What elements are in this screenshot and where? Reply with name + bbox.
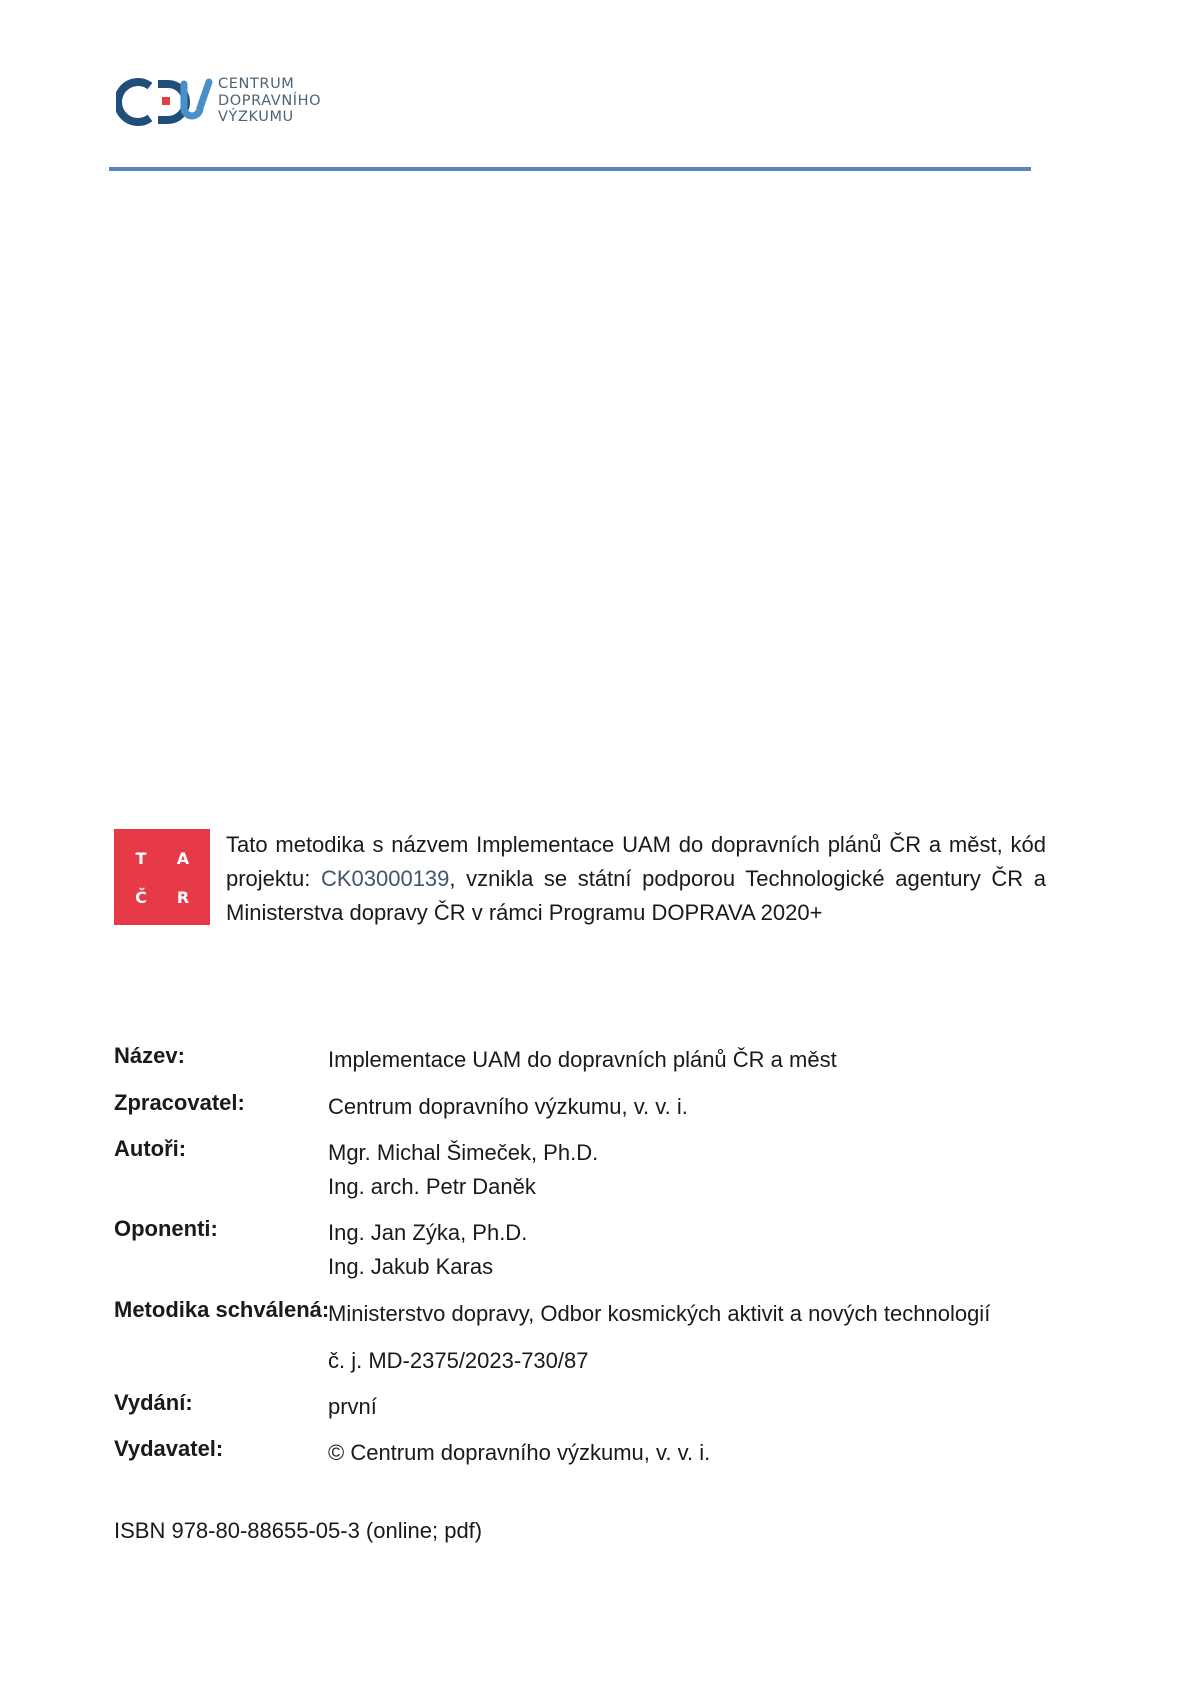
- header-divider: [109, 167, 1031, 171]
- detail-label: Autoři:: [114, 1136, 187, 1161]
- detail-value: Mgr. Michal Šimeček, Ph.D.: [328, 1140, 599, 1165]
- logo-line-3: VÝZKUMU: [218, 109, 294, 125]
- funding-text-start: Tato metodika s názvem Implementace UAM do dopravních plánů ČR a měst, kód projektu:: [226, 832, 1046, 891]
- cdv-logo-mark: [116, 72, 216, 132]
- detail-value: první: [328, 1394, 377, 1419]
- detail-label: Vydání:: [114, 1390, 193, 1415]
- detail-value: Centrum dopravního výzkumu, v. v. i.: [328, 1094, 688, 1119]
- detail-value: Ing. arch. Petr Daněk: [328, 1174, 536, 1199]
- isbn: ISBN 978-80-88655-05-3 (online; pdf): [114, 1518, 483, 1543]
- tacr-letter-r: R: [176, 888, 190, 907]
- detail-label: Metodika schválená:: [114, 1297, 330, 1322]
- logo-line-2: DOPRAVNÍHO: [218, 92, 322, 109]
- cdv-logo-text: [218, 76, 321, 126]
- tacr-letter-c: Č: [135, 888, 147, 907]
- detail-value: Ministerstvo dopravy, Odbor kosmických aktivit a nových technologií: [328, 1301, 991, 1326]
- detail-label: Zpracovatel:: [114, 1090, 245, 1115]
- funding-note: [226, 828, 1046, 930]
- funding-text-end: , vznikla se státní podporou Technologické agentury ČR a Ministerstva dopravy ČR v rámci Programu DOPRAVA 2020+: [226, 866, 1046, 925]
- detail-value: Ing. Jakub Karas: [328, 1254, 494, 1279]
- detail-label: Oponenti:: [114, 1216, 218, 1241]
- logo-line-1: CENTRUM: [218, 76, 295, 92]
- tacr-letter-t: T: [135, 849, 147, 868]
- tacr-logo: [114, 829, 210, 925]
- detail-value: č. j. MD-2375/2023-730/87: [328, 1348, 589, 1373]
- detail-label: Název:: [114, 1043, 185, 1068]
- detail-value: © Centrum dopravního výzkumu, v. v. i.: [328, 1440, 711, 1465]
- tacr-letter-a: A: [176, 849, 190, 868]
- detail-value: Ing. Jan Zýka, Ph.D.: [328, 1220, 528, 1245]
- project-code: CK03000139: [320, 866, 450, 891]
- detail-label: Vydavatel:: [114, 1436, 224, 1461]
- detail-value: Implementace UAM do dopravních plánů ČR a měst: [328, 1047, 837, 1072]
